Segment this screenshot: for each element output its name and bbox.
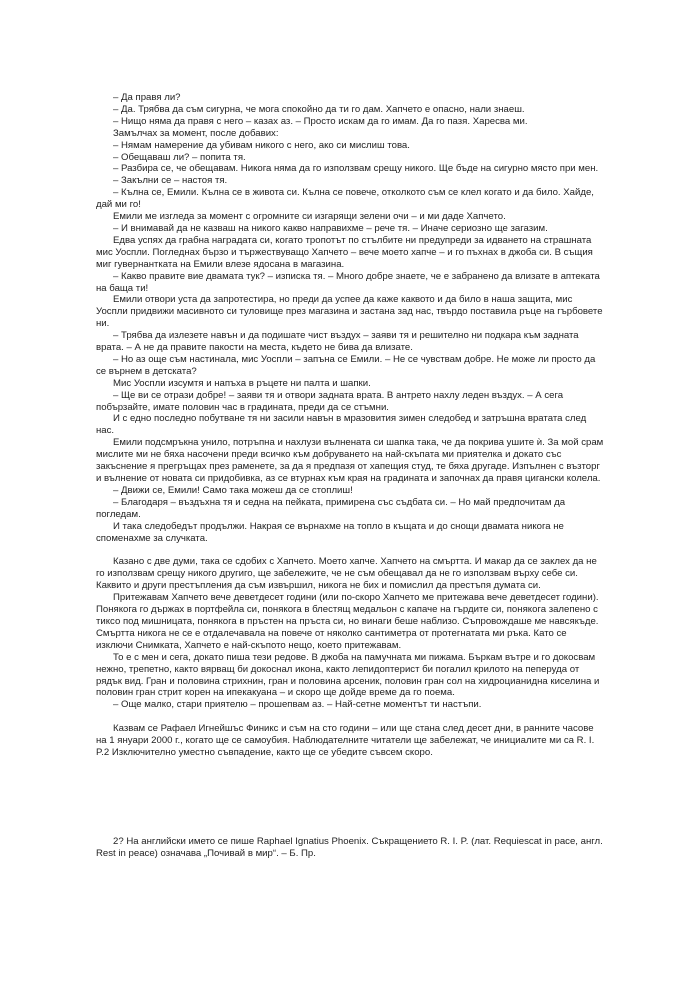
paragraph: – Разбира се, че обещавам. Никога няма да го използвам срещу никого. Ще бъде на сигурно място при мен. <box>113 163 599 175</box>
paragraph: Казано с две думи, така се сдобих с Хапчето. Моето хапче. Хапчето на смъртта. И макар да се заклех да не го използвам срещу никого другиго, ще забележите, че не съм обещавал да не го използвам върху себе си. Каквито и други престъпления да съм извършил, никога не бих и помислил да престъпя думата си. <box>96 556 597 592</box>
paragraph: – Благодаря – въздъхна тя и седна на пейката, примирена със съдбата си. – Но май предпочитам да погледам. <box>96 496 566 520</box>
paragraph: – И внимавай да не казваш на никого какво направихме – рече тя. – Иначе сериозно ще загазим. <box>113 222 548 234</box>
paragraph: – Да. Трябва да съм сигурна, че мога спокойно да ти го дам. Хапчето е опасно, нали знаеш. <box>113 103 525 115</box>
paragraph: Емили отвори уста да запротестира, но преди да успее да каже каквото и да било в наша защита, мис Уоспли придвижи масивното си туловище през магазина и застана зад нас, твърдо поставила ръце на гърбовете ни. <box>96 294 603 330</box>
paragraph: – Трябва да излезете навън и да подишате чист въздух – заяви тя и решително ни подкара към задната врата. – А не да правите пакости на места, където не бива да влизате. <box>96 330 579 354</box>
paragraph: Емили ме изгледа за момент с огромните си изгарящи зелени очи – и ми даде Хапчето. <box>113 211 506 223</box>
paragraph: Емили подсмръкна унило, потръпна и нахлузи вълнената си шапка така, че да покрива ушите ѝ. За мой срам мислите ми не бяха насочени преди всичко към добруването на най-скъпата ми приятелка и докато със закъснение я прегръщах през раменете, за да я предпазя от хапещия студ, те бяха другаде. Изпълнен с възторг и вълнение от новата си придобивка, аз се втурнах към края на градината и започнах да правя цигански колела. <box>96 437 604 484</box>
paragraph: – Ще ви се отрази добре! – заяви тя и отвори задната врата. В антрето нахлу леден въздух. – А сега побързайте, имате половин час в градината, преди да се стъмни. <box>96 389 564 413</box>
paragraph: И така следобедът продължи. Накрая се върнахме на топло в къщата и до снощи двамата никога не споменахме за случката. <box>96 520 564 544</box>
body-text <box>96 92 604 759</box>
section-gap <box>96 544 604 556</box>
paragraph: То е с мен и сега, докато пиша тези редове. В джоба на памучната ми пижама. Бъркам вътре и го докосвам нежно, трепетно, както вярващ би докоснал икона, както лепидоптерист би погалил крилото на пеперуда от рядък вид. Гран и половина стрихнин, гран и половина арсеник, половин гран сол на хидроцианидна киселина и половин гран стрит корен на ипекакуана – и скоро ще дойде време да го поема. <box>96 651 600 699</box>
paragraph: – Нямам намерение да убивам никого с него, ако си мислиш това. <box>113 139 410 151</box>
paragraph: – Но аз още съм настинала, мис Уоспли – запъна се Емили. – Не се чувствам добре. Не може ли просто да се върнем в детската? <box>96 353 596 377</box>
paragraph: Притежавам Хапчето вече деветдесет години (или по-скоро Хапчето ме притежава вече деветдесет години). Понякога го държах в портфейла си, понякога в блестящ медальон с капаче на гърдите си, понякога залепено с тиксо под мишницата, понякога в пръстен на пръста си, но винаги беше наблизо. Съпровождаше ме навсякъде. Смъртта никога не се е отдалечавала на повече от няколко сантиметра от протегнатата ми ръка. Като се изключи Снимката, Хапчето е най-скъпото нещо, което притежавам. <box>96 592 599 651</box>
paragraph: – Обещаваш ли? – попита тя. <box>113 151 246 163</box>
paragraph: – Още малко, стари приятелю – прошепвам аз. – Най-сетне моментът ти настъпи. <box>113 699 482 711</box>
paragraph: Едва успях да грабна наградата си, когато тропотът по стълбите ни предупреди за идването на страшната мис Уоспли. Погледнах бързо и тържествуващо Хапчето – вече моето хапче – и го пъхнах в джоба си. В същия миг гувернантката на Емили влезе ядосана в магазина. <box>96 234 593 270</box>
footnote-text: 2? На английски името се пише Raphael Ignatius Phoenix. Съкращението R. I. P. (лат. Requiescat in pace, англ. Rest in peace) означава „Почивай в мир“. – Б. Пр. <box>96 836 603 859</box>
paragraph: Казвам се Рафаел Игнейшъс Финикс и съм на сто години – или ще стана след десет дни, в ранните часове на 1 януари 2000 г., когато ще се самоубия. Наблюдателните читатели ще забележат, че инициалите ми са R. I. P.2 Изключително уместно съвпадение, както ще се убедите съвсем скоро. <box>96 723 595 759</box>
paragraph: – Движи се, Емили! Само така можеш да се стоплиш! <box>113 484 353 496</box>
paragraph: – Нищо няма да правя с него – казах аз. – Просто искам да го имам. Да го пазя. Харесва ми. <box>113 115 528 127</box>
paragraph: – Да правя ли? <box>113 92 181 103</box>
paragraph: – Закълни се – настоя тя. <box>113 175 228 187</box>
paragraph: – Кълна се, Емили. Кълна се в живота си. Кълна се повече, отколкото съм се клел когато и да било. Хайде, дай ми го! <box>96 187 594 211</box>
paragraph: И с едно последно побутване тя ни засили навън в мразовития зимен следобед и затръшна вратата след нас. <box>96 413 587 437</box>
footnote <box>96 836 604 860</box>
paragraph: Замълчах за момент, после добавих: <box>113 127 279 139</box>
paragraph: Мис Уоспли изсумтя и напъха в ръцете ни палта и шапки. <box>113 377 371 389</box>
paragraph: – Какво правите вие двамата тук? – изписка тя. – Много добре знаете, че е забранено да влизате в аптеката на баща ти! <box>96 270 600 294</box>
section-gap <box>96 711 604 723</box>
